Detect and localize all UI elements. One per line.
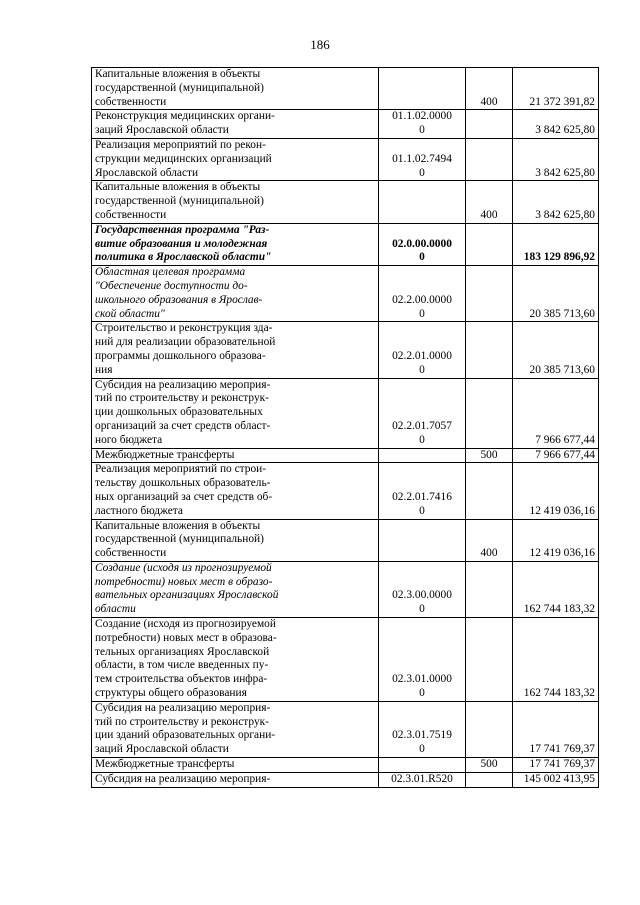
expense-name-cell	[92, 448, 379, 463]
target-code-cell	[379, 618, 466, 702]
expense-type-cell	[466, 701, 513, 757]
amount-cell: 20 385 713,60	[513, 322, 599, 378]
target-code-cell	[379, 758, 466, 773]
expense-name-cell	[92, 618, 379, 702]
expense-name-line: собственности	[95, 208, 167, 221]
page-number: 186	[310, 37, 330, 52]
expense-name-cell	[92, 138, 379, 180]
expense-name-cell	[92, 266, 379, 322]
expense-name-cell	[92, 758, 379, 773]
target-code-line: 0	[419, 433, 425, 446]
expense-name-line: ции дошкольных образовательных	[95, 406, 263, 419]
target-code-line: 0	[419, 251, 425, 264]
target-code-line: 01.1.02.0000	[392, 110, 452, 123]
expense-name-line: Реконструкция медицинских органи-	[95, 110, 275, 123]
expense-name-line: области, в том числе введенных пу-	[95, 659, 269, 672]
expense-name-line: тий по строительству и реконструк-	[95, 715, 269, 728]
target-code-line: 02.3.00.0000	[392, 589, 452, 602]
target-code-line: 02.2.00.0000	[392, 293, 452, 306]
table-row	[92, 322, 599, 378]
expense-name-line: государственной (муниципальной)	[95, 195, 264, 208]
expense-name-cell	[92, 322, 379, 378]
table-row	[92, 181, 599, 223]
target-code-line: 0	[419, 743, 425, 756]
table-row	[92, 463, 599, 519]
expense-name-line: тельству дошкольных образователь-	[95, 477, 271, 490]
expense-name-line: Субсидия на реализацию мероприя-	[95, 701, 271, 714]
expense-name-line: Создание (исходя из прогнозируемой	[95, 618, 276, 631]
expense-name-line: области	[95, 603, 136, 616]
target-code-cell	[379, 701, 466, 757]
budget-table-body	[92, 68, 599, 788]
table-row	[92, 519, 599, 561]
expense-name-line: тельных организациях Ярославской	[95, 645, 270, 658]
table-row	[92, 448, 599, 463]
expense-name-line: ластного бюджета	[95, 504, 183, 517]
expense-name-line: ных организаций за счет средств об-	[95, 490, 273, 503]
expense-type-cell	[466, 138, 513, 180]
expense-name-line: Субсидия на реализацию мероприя-	[95, 378, 271, 391]
target-code-line: 0	[419, 687, 425, 700]
expense-name-cell	[92, 378, 379, 448]
expense-name-line: потребности) новых мест в образова-	[95, 631, 277, 644]
target-code-cell	[379, 448, 466, 463]
target-code-cell	[379, 110, 466, 139]
target-code-line: 0	[419, 166, 425, 179]
expense-name-line: структуры общего образования	[95, 687, 247, 700]
target-code-line: 0	[419, 504, 425, 517]
amount-cell: 183 129 896,92	[513, 223, 599, 265]
expense-type-cell	[466, 618, 513, 702]
target-code-line: 02.2.01.7416	[392, 490, 452, 503]
expense-name-line: Реализация мероприятий по рекон-	[95, 138, 266, 151]
expense-name-line: Строительство и реконструкция зда-	[95, 322, 273, 335]
expense-name-line: Межбюджетные трансферты	[95, 448, 235, 461]
budget-table	[91, 67, 599, 788]
expense-type-cell: 500	[466, 448, 513, 463]
target-code-line: 0	[419, 307, 425, 320]
table-row	[92, 138, 599, 180]
amount-cell: 3 842 625,80	[513, 181, 599, 223]
amount-cell: 12 419 036,16	[513, 519, 599, 561]
amount-cell: 17 741 769,37	[513, 758, 599, 773]
expense-name-line: Межбюджетные трансферты	[95, 758, 235, 771]
target-code-cell	[379, 561, 466, 617]
table-row	[92, 758, 599, 773]
target-code-line: 0	[419, 603, 425, 616]
expense-name-line: школьного образования в Ярослав-	[95, 293, 263, 306]
target-code-cell	[379, 463, 466, 519]
expense-name-line: Капитальные вложения в объекты	[95, 519, 261, 532]
target-code-line: 02.3.01.0000	[392, 673, 452, 686]
expense-type-cell: 400	[466, 519, 513, 561]
expense-name-line: потребности) новых мест в образо-	[95, 575, 273, 588]
target-code-line: 02.2.01.0000	[392, 349, 452, 362]
table-row	[92, 68, 599, 110]
amount-cell: 3 842 625,80	[513, 110, 599, 139]
amount-cell: 162 744 183,32	[513, 561, 599, 617]
expense-name-line: государственной (муниципальной)	[95, 81, 264, 94]
expense-name-cell	[92, 110, 379, 139]
expense-type-cell	[466, 110, 513, 139]
target-code-cell	[379, 378, 466, 448]
target-code-cell	[379, 266, 466, 322]
expense-name-cell	[92, 701, 379, 757]
expense-name-line: Создание (исходя из прогнозируемой	[95, 561, 272, 574]
target-code-line: 0	[419, 124, 425, 137]
program-row	[92, 223, 599, 265]
expense-name-line: "Обеспечение доступности до-	[95, 279, 248, 292]
expense-type-cell	[466, 772, 513, 787]
amount-cell: 162 744 183,32	[513, 618, 599, 702]
target-code-line: 02.3.01.7519	[392, 729, 452, 742]
expense-name-line: ния	[95, 363, 113, 376]
amount-cell: 12 419 036,16	[513, 463, 599, 519]
expense-name-cell	[92, 561, 379, 617]
amount-cell: 145 002 413,95	[513, 772, 599, 787]
target-code-cell	[379, 181, 466, 223]
expense-name-line: тий по строительству и реконструк-	[95, 392, 269, 405]
target-code-cell	[379, 322, 466, 378]
expense-name-cell	[92, 223, 379, 265]
expense-type-cell: 400	[466, 181, 513, 223]
expense-name-line: струкции медицинских организаций	[95, 152, 272, 165]
expense-name-line: витие образования и молодежная	[95, 237, 268, 250]
expense-name-line: тем строительства объектов инфра-	[95, 673, 268, 686]
target-code-line: 0	[419, 363, 425, 376]
expense-name-cell	[92, 463, 379, 519]
expense-name-line: заций Ярославской области	[95, 124, 229, 137]
expense-name-line: собственности	[95, 95, 167, 108]
amount-cell: 7 966 677,44	[513, 378, 599, 448]
target-code-cell	[379, 519, 466, 561]
target-code-cell	[379, 223, 466, 265]
table-row	[92, 701, 599, 757]
expense-name-line: Капитальные вложения в объекты	[95, 181, 261, 194]
expense-name-line: политика в Ярославской области"	[95, 251, 272, 264]
expense-name-line: Реализация мероприятий по строи-	[95, 463, 267, 476]
subprogram-row	[92, 561, 599, 617]
expense-name-line: Ярославской области	[95, 166, 199, 179]
expense-name-line: ного бюджета	[95, 433, 163, 446]
amount-cell: 7 966 677,44	[513, 448, 599, 463]
expense-type-cell	[466, 561, 513, 617]
expense-type-cell	[466, 378, 513, 448]
expense-name-line: вательных организациях Ярославской	[95, 589, 279, 602]
expense-name-cell	[92, 68, 379, 110]
amount-cell: 3 842 625,80	[513, 138, 599, 180]
expense-name-line: заций Ярославской области	[95, 743, 229, 756]
target-code-cell	[379, 138, 466, 180]
expense-type-cell	[466, 322, 513, 378]
table-row	[92, 618, 599, 702]
expense-name-line: ний для реализации образовательной	[95, 336, 276, 349]
expense-name-line: ции зданий образовательных органи-	[95, 729, 276, 742]
expense-name-line: собственности	[95, 547, 167, 560]
expense-name-line: Государственная программа "Раз-	[95, 223, 270, 236]
expense-type-cell: 400	[466, 68, 513, 110]
expense-name-line: Областная целевая программа	[95, 266, 246, 279]
expense-name-line: программы дошкольного образова-	[95, 349, 266, 362]
table-row	[92, 772, 599, 787]
target-code-line: 02.0.00.0000	[392, 237, 452, 250]
amount-cell: 21 372 391,82	[513, 68, 599, 110]
table-row	[92, 110, 599, 139]
expense-type-cell	[466, 463, 513, 519]
table-row	[92, 378, 599, 448]
expense-name-cell	[92, 519, 379, 561]
target-code-line: 02.3.01.R520	[391, 772, 453, 785]
target-code-line: 01.1.02.7494	[392, 152, 452, 165]
expense-name-line: государственной (муниципальной)	[95, 533, 264, 546]
expense-name-cell	[92, 772, 379, 787]
expense-name-cell	[92, 181, 379, 223]
amount-cell: 17 741 769,37	[513, 701, 599, 757]
expense-type-cell	[466, 266, 513, 322]
target-code-line: 02.2.01.7057	[392, 419, 452, 432]
expense-name-line: Капитальные вложения в объекты	[95, 68, 261, 80]
target-code-cell	[379, 68, 466, 110]
expense-name-line: ской области"	[95, 307, 165, 320]
amount-cell: 20 385 713,60	[513, 266, 599, 322]
expense-type-cell	[466, 223, 513, 265]
target-code-cell	[379, 772, 466, 787]
expense-name-line: Субсидия на реализацию мероприя-	[95, 772, 271, 785]
expense-name-line: организаций за счет средств област-	[95, 419, 271, 432]
expense-type-cell: 500	[466, 758, 513, 773]
subprogram-row	[92, 266, 599, 322]
